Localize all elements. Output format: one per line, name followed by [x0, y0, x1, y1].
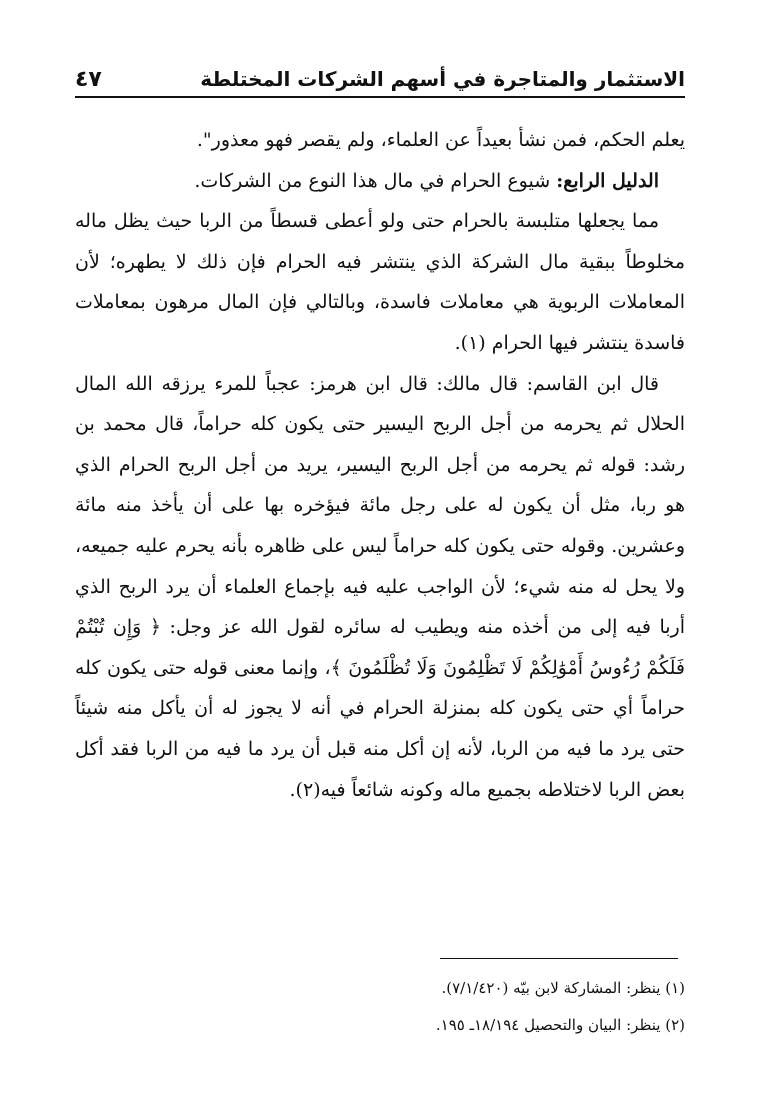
running-header	[75, 64, 685, 94]
quran-verse: ﴿ وَإِن تُبْتُمْ فَلَكُمْ رُءُوسُ أَمْوَٰلِكُمْ لَا تَظْلِمُونَ وَلَا تُظْلَمُونَ ﴾	[75, 616, 685, 679]
main-text	[75, 120, 685, 810]
evidence-text: شيوع الحرام في مال هذا النوع من الشركات.	[194, 169, 557, 192]
header-rule	[75, 96, 685, 98]
paragraph-quote	[75, 364, 685, 811]
footnotes	[75, 970, 685, 1044]
paragraph-continuation: يعلم الحكم، فمن نشأ بعيداً عن العلماء، ولم يقصر فهو معذور".	[196, 129, 685, 151]
paragraph-riba: مما يجعلها متلبسة بالحرام حتى ولو أعطى قسطاً من الربا حيث يظل ماله مخلوطاً ببقية مال الشركة الذي ينتشر فيه الحرام فإن ذلك لا يطهره؛ لأن المعاملات الربوية هي معاملات فاسدة، وبالتالي فإن المال مرهون بمعاملات فاسدة ينتشر فيها الحرام (١).	[75, 210, 685, 354]
footnote-2: (٢) ينظر: البيان والتحصيل ١٨/١٩٤ـ ١٩٥.	[435, 1016, 685, 1034]
quote-text-b: ، وإنما معنى قوله حتى يكون كله حراماً أي حتى يكون كله بمنزلة الحرام في أنه لا يجوز له أن يأكل منه شيئاً حتى يرد ما فيه من الربا، لأنه إن أكل منه قبل أن يرد ما فيه من الربا فقد أكل بعض الربا لاختلاطه بجميع ماله وكونه شائعاً فيه(٢).	[75, 656, 685, 801]
footnote-separator	[440, 958, 678, 959]
paragraph-evidence-heading	[75, 161, 685, 202]
footnote-1: (١) ينظر: المشاركة لابن بيّه (٧/١/٤٢٠).	[441, 979, 685, 997]
evidence-label: الدليل الرابع:	[556, 169, 659, 192]
quote-text-a: قال ابن القاسم: قال مالك: قال ابن هرمز: عجباً للمرء يرزقه الله المال الحلال ثم يحرمه من أجل الربح اليسير حتى يكون كله حراماً، قال محمد بن رشد: قوله ثم يحرمه من أجل الربح اليسير، يريد من أجل الربح الحرام الذي هو ربا، مثل أن يكون له على رجل مائة فيؤخره بها على أن يأخذ منه مائة وعشرين. وقوله حتى يكون كله حراماً ليس على ظاهره بأنه يحرم عليه جميعه، ولا يحل له منه شيء؛ لأن الواجب عليه فيه بإجماع العلماء أن يرد الربح الذي أربا فيه إلى من أخذه منه ويطيب له سائره لقول الله عز وجل:	[75, 372, 685, 639]
page-number: ٤٧	[75, 66, 102, 92]
header-title: الاستثمار والمتاجرة في أسهم الشركات المختلطة	[200, 67, 685, 91]
